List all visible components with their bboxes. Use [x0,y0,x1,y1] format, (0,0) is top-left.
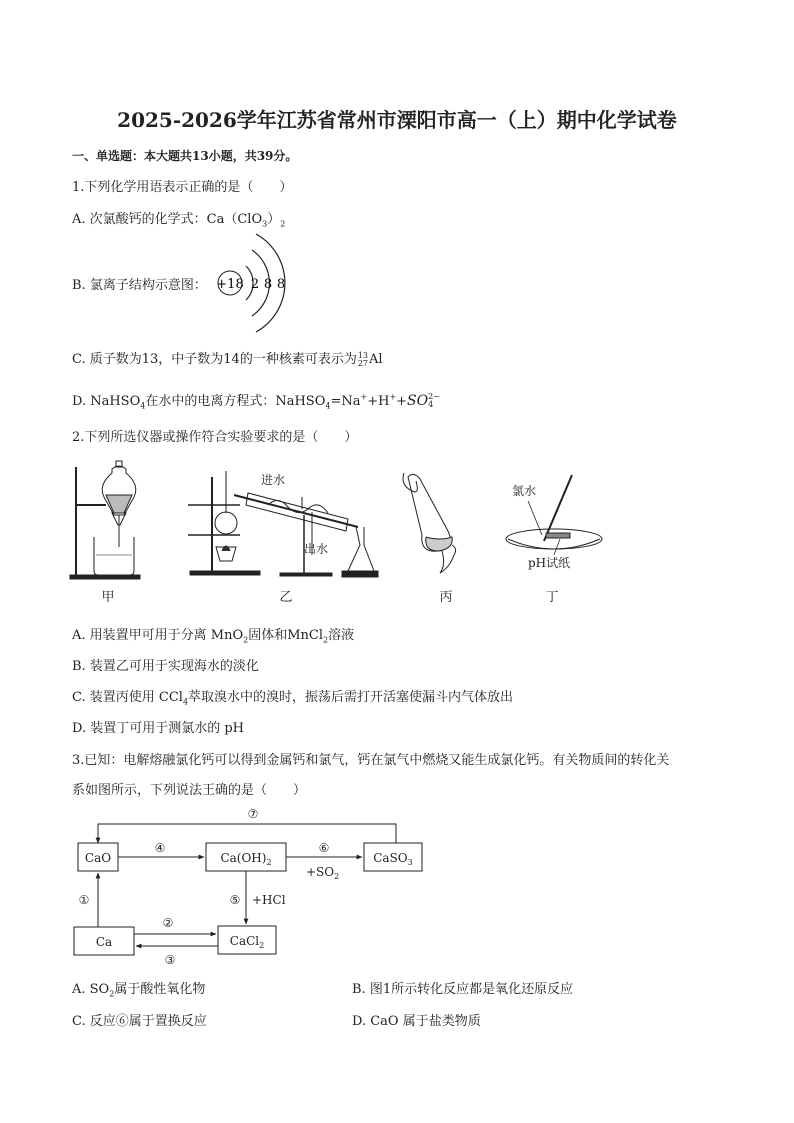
node-cao: CaO [84,851,112,865]
q2-apparatus-figure [68,455,628,605]
sulfate-charge: 2− [428,392,440,401]
q3-option-d[interactable]: D. CaO 属于盐类物质 [352,1014,481,1029]
q1-d-5: + [396,394,408,409]
caption-jia: 甲 [101,590,115,605]
q3-stem-line1: 3.已知：电解熔融氯化钙可以得到金属钙和氯气，钙在氯气中燃烧又能生成氯化钙。有关物质间的转化关 [72,753,670,768]
q2-stem: 2.下列所选仪器或操作符合实验要求的是（ ） [72,430,358,445]
step-3: ③ [164,953,176,967]
q1-d-2: 在水中的电离方程式：NaHSO [145,394,326,409]
so2-label [306,865,339,881]
q1-d-4: +H [367,394,390,409]
q3-option-a[interactable] [72,978,205,999]
q2-option-b[interactable]: B. 装置乙可用于实现海水的淡化 [72,659,259,674]
q1-d-sub2: 4 [325,401,331,411]
q3-a-2: 属于酸性氧化物 [114,982,206,997]
q2-a-sub2: 2 [323,635,329,645]
arrow-7 [98,824,396,843]
node-cacl2-text: CaCl [229,934,260,948]
label-ph-paper: pH试纸 [528,556,571,570]
caption-ding: 丁 [545,590,559,605]
node-caoh2-sub: 2 [266,858,272,867]
chloride-ion-structure-diagram [208,228,298,338]
label-lvshui: 氯水 [512,484,537,498]
step-6: ⑥ [318,841,330,855]
label-jinshui: 进水 [261,473,286,487]
node-caoh2 [220,851,271,867]
q2-option-a[interactable] [72,624,354,645]
q1-d-1: D. NaHSO [72,394,141,409]
q2-a-1: A. 用装置甲可用于分离 MnO [72,628,244,643]
q1-a-sub: 3 [262,219,268,229]
atomic-number: 27 [357,358,369,368]
apparatus-jia [70,461,140,579]
sulfate-ion [407,393,440,409]
q1-option-d[interactable] [72,390,440,411]
shell-electrons-2: 8 [263,277,273,292]
q1-option-c[interactable] [72,348,383,368]
q2-option-c[interactable] [72,686,513,707]
element-symbol: Al [369,352,383,367]
q3-option-c[interactable]: C. 反应⑥属于置换反应 [72,1014,207,1029]
shell-electrons-3: 8 [276,277,286,292]
node-caso3-sub: 3 [407,858,413,867]
step-2: ② [162,916,174,930]
node-caso3 [373,851,413,867]
q2-c-1: C. 装置丙使用 CCl [72,690,183,705]
q2-a-3: 溶液 [328,628,355,643]
apparatus-bing [403,473,456,573]
q1-a-sub2: 2 [280,219,286,229]
mass-number: 13 [357,350,369,360]
q1-stem: 1.下列化学用语表示正确的是（ ） [72,180,293,195]
q1-d-sup2: + [389,392,397,402]
q3-conversion-diagram [70,800,450,970]
node-cacl2-sub: 2 [259,941,265,950]
q2-a-2: 固体和MnCl [248,628,324,643]
step-5: ⑤ [229,893,241,907]
q1-d-3: =Na [330,394,361,409]
label-chushui: 出水 [304,542,329,556]
step-7: ⑦ [247,807,259,821]
node-caoh2-text: Ca(OH) [220,851,267,865]
q3-stem-line2: 系如图所示，下列说法王确的是（ ） [72,783,307,798]
q1-option-a[interactable] [72,208,285,229]
page-title: 2025-2026学年江苏省常州市溧阳市高一（上）期中化学试卷 [117,108,677,132]
q2-c-2: 萃取溴水中的溴时，振荡后需打开活塞使漏斗内气体放出 [188,690,514,705]
so2-sub: 2 [334,872,340,881]
node-cacl2 [230,934,264,950]
node-ca: Ca [95,935,113,949]
q2-option-d[interactable]: D. 装置丁可用于测氯水的 pH [72,721,245,736]
nucleus-charge: +18 [216,277,244,292]
caption-yi: 乙 [279,590,293,605]
caption-bing: 丙 [439,590,453,605]
q2-a-sub1: 2 [243,635,249,645]
shell-electrons-1: 2 [250,277,260,292]
q1-d-sup1: + [360,392,368,402]
sulfate-sub: 4 [428,400,434,409]
nuclide-notation [358,352,368,368]
q1-b-text: B. 氯离子结构示意图： [72,278,207,293]
q3-a-1: A. SO [72,982,110,997]
q2-c-sub: 4 [182,697,189,707]
q3-option-b[interactable]: B. 图1所示转化反应都是氧化还原反应 [352,982,574,997]
q3-a-sub: 2 [109,989,115,999]
q1-a-text: A. 次氯酸钙的化学式：Ca（ClO [72,212,263,227]
q1-a-suffix: ） [267,212,281,227]
q1-d-sub1: 4 [140,401,146,411]
step-1: ① [78,893,90,907]
step-4: ④ [154,841,166,855]
hcl-label: +HCl [252,893,286,907]
so2-text: +SO [306,865,335,879]
q1-c-text: C. 质子数为13，中子数为14的一种核素可表示为 [72,352,357,367]
sulfate-so: SO [407,393,429,409]
q1-option-b[interactable] [72,274,207,293]
node-caso3-text: CaSO [373,851,408,865]
section-heading: 一、单选题：本大题共13小题，共39分。 [72,149,298,163]
